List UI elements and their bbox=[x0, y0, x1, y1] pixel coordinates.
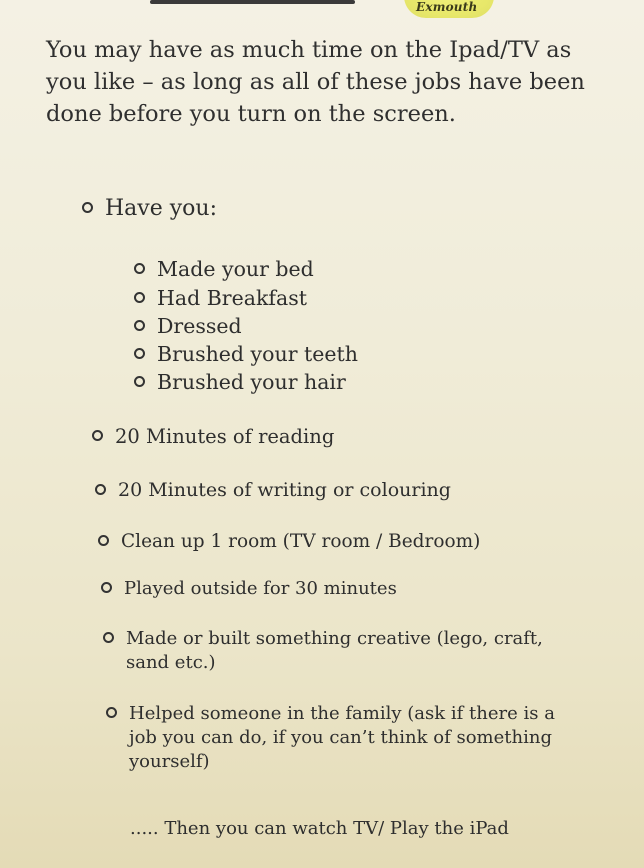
task-label: Clean up 1 room (TV room / Bedroom) bbox=[121, 531, 481, 552]
list-item-label: Brushed your hair bbox=[157, 370, 346, 394]
closing-line: ..... Then you can watch TV/ Play the iPad bbox=[130, 818, 509, 839]
list-item-label: Brushed your teeth bbox=[157, 342, 358, 366]
task-label: Helped someone in the family (ask if there is a job you can do, if you can’t think of something yourself) bbox=[129, 703, 555, 772]
circle-bullet-icon bbox=[134, 376, 145, 387]
list-item-teeth bbox=[134, 342, 358, 366]
task-helped bbox=[106, 702, 576, 774]
task-creative bbox=[103, 627, 563, 675]
task-played-outside bbox=[101, 578, 397, 599]
have-you-heading bbox=[82, 196, 217, 221]
task-writing bbox=[95, 479, 451, 501]
have-you-label: Have you: bbox=[105, 196, 217, 221]
task-clean-room bbox=[98, 531, 480, 552]
list-item-label: Had Breakfast bbox=[157, 286, 307, 310]
task-label: Made or built something creative (lego, craft, sand etc.) bbox=[126, 628, 543, 673]
list-item-made-bed bbox=[134, 257, 314, 281]
list-item-label: Made your bed bbox=[157, 257, 314, 281]
circle-bullet-icon bbox=[134, 263, 145, 274]
list-item-breakfast bbox=[134, 286, 307, 310]
circle-bullet-icon bbox=[98, 535, 109, 546]
list-item-hair bbox=[134, 370, 346, 394]
circle-bullet-icon bbox=[103, 632, 114, 643]
task-reading bbox=[92, 425, 334, 448]
list-item-dressed bbox=[134, 314, 242, 338]
circle-bullet-icon bbox=[134, 320, 145, 331]
circle-bullet-icon bbox=[95, 484, 106, 495]
circle-bullet-icon bbox=[82, 202, 93, 213]
intro-paragraph: You may have as much time on the Ipad/TV as you like – as long as all of these jobs have been done before you turn on the screen. bbox=[46, 37, 585, 127]
task-label: 20 Minutes of writing or colouring bbox=[118, 479, 451, 501]
circle-bullet-icon bbox=[134, 292, 145, 303]
circle-bullet-icon bbox=[106, 707, 117, 718]
task-label: 20 Minutes of reading bbox=[115, 425, 335, 448]
logo-stamp bbox=[404, 0, 494, 18]
stamp-text: Exmouth bbox=[416, 0, 478, 14]
task-label: Played outside for 30 minutes bbox=[124, 578, 397, 599]
list-item-label: Dressed bbox=[157, 314, 242, 338]
circle-bullet-icon bbox=[101, 582, 112, 593]
circle-bullet-icon bbox=[92, 430, 103, 441]
top-edge-line bbox=[150, 0, 355, 4]
circle-bullet-icon bbox=[134, 348, 145, 359]
